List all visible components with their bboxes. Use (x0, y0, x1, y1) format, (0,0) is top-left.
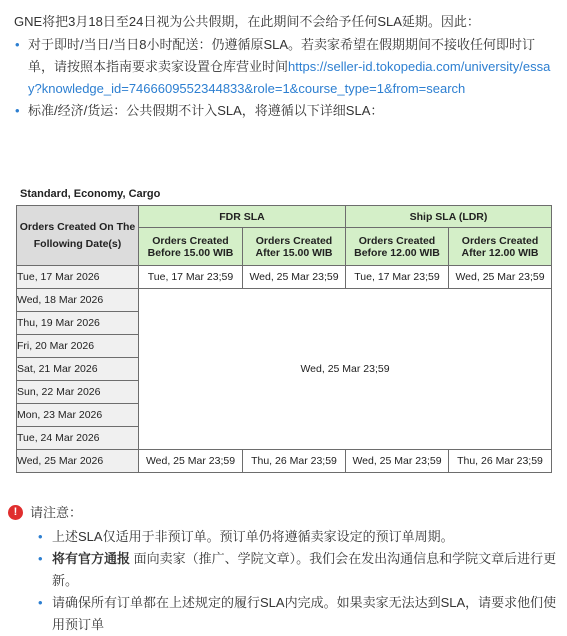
header-ship-sla: Ship SLA (LDR) (346, 206, 552, 228)
bullet-dot-icon: • (15, 103, 20, 118)
bullet-instant-delivery (12, 34, 560, 100)
row-date: Wed, 25 Mar 2026 (17, 450, 139, 473)
sla-table (16, 205, 552, 473)
table-row (17, 289, 552, 312)
header-orders-created: Orders Created On The Following Date(s) (17, 206, 139, 266)
row-date: Sun, 22 Mar 2026 (17, 381, 139, 404)
bullet-dot-icon: • (38, 551, 43, 566)
notice-heading (8, 502, 560, 524)
table-cell: Wed, 25 Mar 23;59 (449, 266, 552, 289)
intro-bullets (12, 34, 560, 122)
row-date: Tue, 17 Mar 2026 (17, 266, 139, 289)
notice-list (8, 526, 560, 636)
notice-item-text: 请确保所有订单都在上述规定的履行SLA内完成。如果卖家无法达到SLA，请要求他们使用预订单 (52, 595, 557, 632)
header-fdr-sla: FDR SLA (139, 206, 346, 228)
sla-table-image (16, 183, 551, 477)
notice-item-text: 面向卖家（推广、学院文章）。我们会在发出沟通信息和学院文章后进行更新。 (52, 551, 557, 588)
notice-section (8, 502, 560, 636)
bullet-dot-icon: • (15, 37, 20, 52)
table-cell: Tue, 17 Mar 23;59 (139, 266, 243, 289)
notice-title: 请注意： (30, 505, 83, 520)
header-ship-before: Orders Created Before 12.00 WIB (346, 228, 449, 266)
table-row (17, 450, 552, 473)
row-date: Sat, 21 Mar 2026 (17, 358, 139, 381)
notice-item-bold: 将有官方通报 (52, 551, 131, 566)
bullet-dot-icon: • (38, 529, 43, 544)
table-cell: Wed, 25 Mar 23;59 (243, 266, 346, 289)
list-item (8, 548, 560, 592)
list-item (8, 592, 560, 636)
intro-text: GNE将把3月18日至24日视为公共假期，在此期间不会给予任何SLA延期。因此： (14, 14, 480, 29)
notice-item-text: 上述SLA仅适用于非预订单。预订单仍将遵循卖家设定的预订单周期。 (52, 529, 454, 544)
warning-icon: ! (8, 505, 23, 520)
table-cell: Thu, 26 Mar 23;59 (449, 450, 552, 473)
table-cell: Thu, 26 Mar 23;59 (243, 450, 346, 473)
table-title: Standard, Economy, Cargo (20, 188, 161, 200)
bullet-standard-text: 标准/经济/货运：公共假期不计入SLA，将遵循以下详细SLA： (28, 103, 384, 118)
row-date: Fri, 20 Mar 2026 (17, 335, 139, 358)
row-date: Tue, 24 Mar 2026 (17, 427, 139, 450)
header-ship-after: Orders Created After 12.00 WIB (449, 228, 552, 266)
bullet-instant-text: 对于即时/当日/当日8小时配送：仍遵循原SLA。若卖家希望在假期期间不接收任何即时订单，请按照本指南要求卖家设置仓库营业时间 (28, 37, 536, 74)
table-cell: Tue, 17 Mar 23;59 (346, 266, 449, 289)
seller-university-link[interactable]: https://seller-id.tokopedia.com/university/essay?knowledge_id=7466609552344833&role=1&course_type=1&from=search (28, 59, 551, 96)
header-fdr-before: Orders Created Before 15.00 WIB (139, 228, 243, 266)
row-date: Mon, 23 Mar 2026 (17, 404, 139, 427)
row-date: Wed, 18 Mar 2026 (17, 289, 139, 312)
table-row (17, 266, 552, 289)
header-fdr-after: Orders Created After 15.00 WIB (243, 228, 346, 266)
row-date: Thu, 19 Mar 2026 (17, 312, 139, 335)
merged-sla-cell: Wed, 25 Mar 23;59 (139, 289, 552, 450)
list-item (8, 526, 560, 548)
bullet-dot-icon: • (38, 595, 43, 610)
table-cell: Wed, 25 Mar 23;59 (139, 450, 243, 473)
table-cell: Wed, 25 Mar 23;59 (346, 450, 449, 473)
bullet-standard-delivery (12, 100, 560, 122)
